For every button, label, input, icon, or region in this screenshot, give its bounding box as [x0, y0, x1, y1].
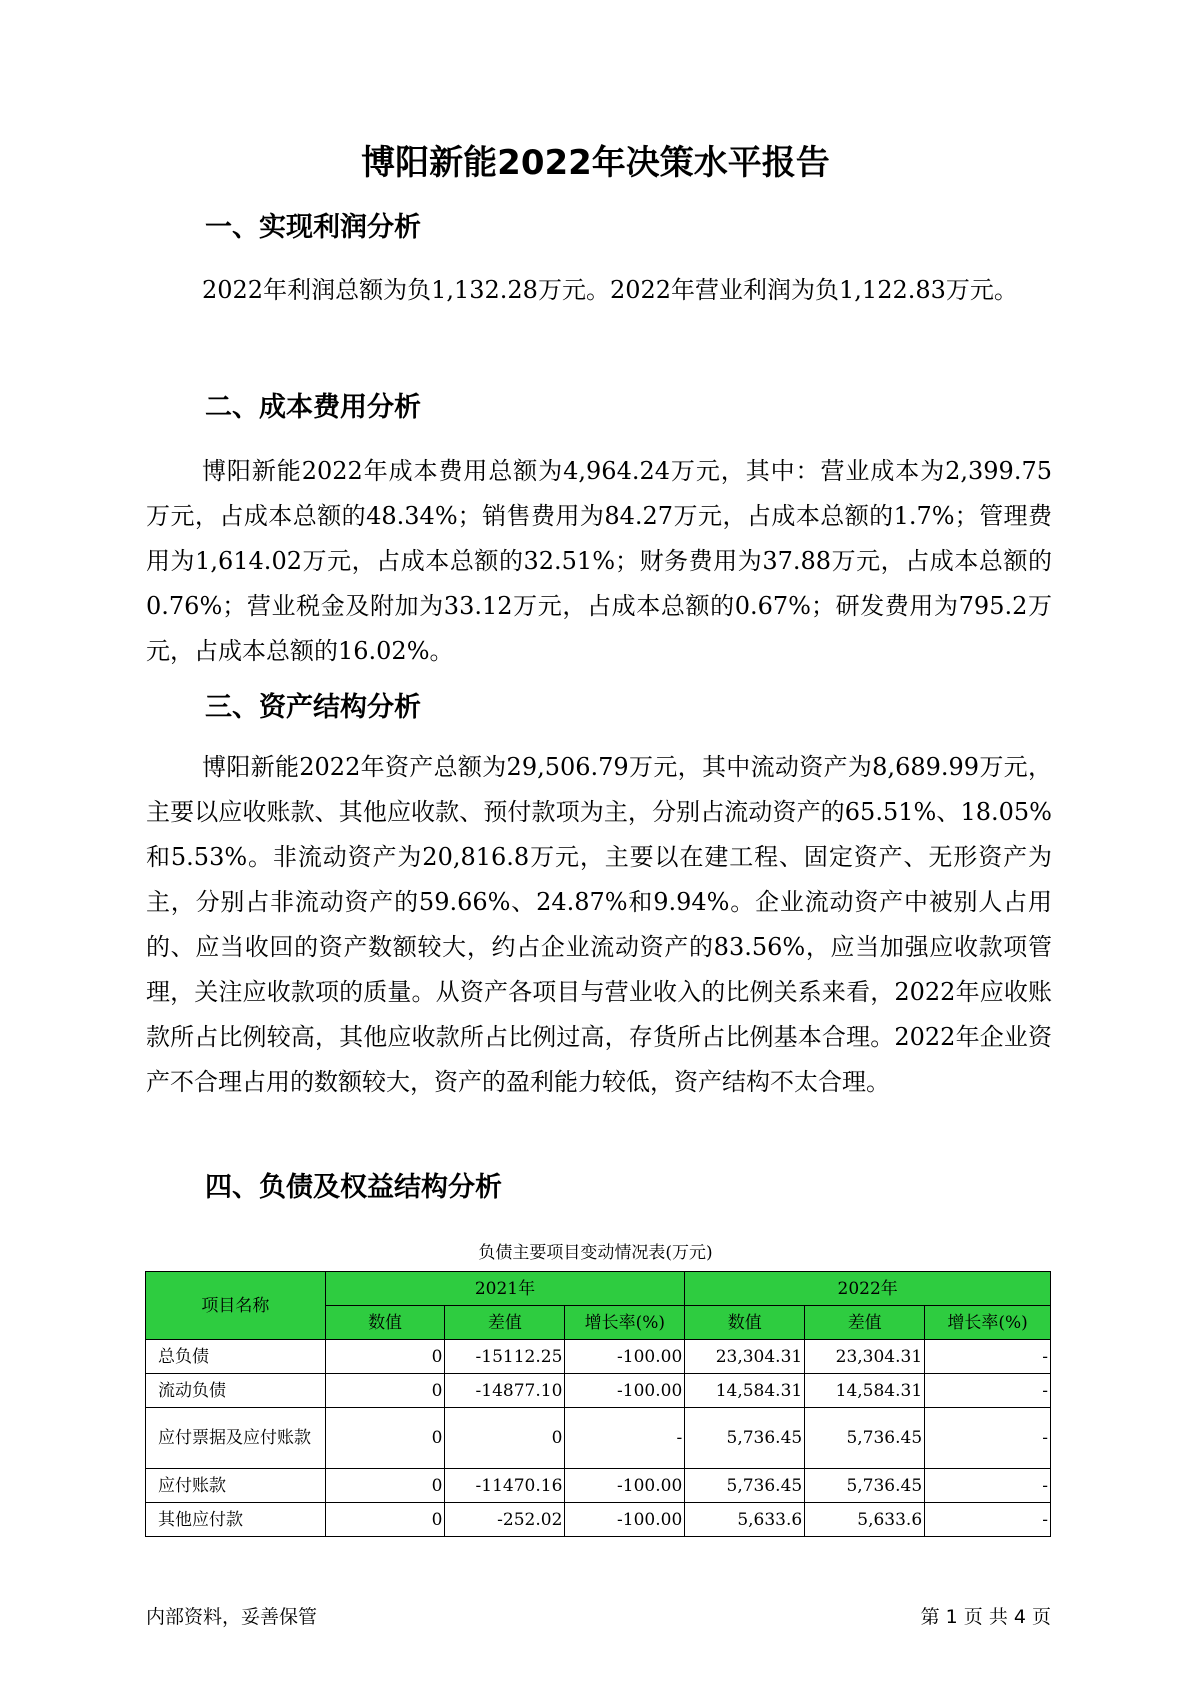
row-name: 其他应付款 — [146, 1503, 326, 1537]
table-row — [146, 1469, 1051, 1503]
cell: 0 — [325, 1469, 445, 1503]
cell: - — [925, 1374, 1051, 1408]
cell: 0 — [445, 1408, 565, 1469]
cell: 5,633.6 — [685, 1503, 805, 1537]
section-heading-liabilities: 四、负债及权益结构分析 — [205, 1172, 502, 1203]
cell: -14877.10 — [445, 1374, 565, 1408]
cell: -100.00 — [565, 1503, 685, 1537]
table-caption: 负债主要项目变动情况表(万元) — [478, 1243, 713, 1263]
cell: 5,736.45 — [685, 1408, 805, 1469]
subheader-growth: 增长率(%) — [925, 1306, 1051, 1340]
row-name: 总负债 — [146, 1340, 326, 1374]
row-name: 流动负债 — [146, 1374, 326, 1408]
page-title: 博阳新能2022年决策水平报告 — [361, 143, 830, 183]
cell: -100.00 — [565, 1374, 685, 1408]
section-paragraph-cost: 博阳新能2022年成本费用总额为4,964.24万元，其中：营业成本为2,399.75万元，占成本总额的48.34%；销售费用为84.27万元，占成本总额的1.7%；管理费用为1,614.02万元，占成本总额的32.51%；财务费用为37.88万元，占成本总额的0.76%；营业税金及附加为33.12万元，占成本总额的0.67%；研发费用为795.2万元，占成本总额的16.02%。 — [146, 457, 1052, 665]
footer-confidential-note: 内部资料，妥善保管 — [146, 1606, 318, 1628]
cell: 5,736.45 — [685, 1469, 805, 1503]
header-year-2022: 2022年 — [685, 1272, 1051, 1306]
cell: 23,304.31 — [805, 1340, 925, 1374]
cell: -15112.25 — [445, 1340, 565, 1374]
cell: 5,633.6 — [805, 1503, 925, 1537]
cell: 5,736.45 — [805, 1469, 925, 1503]
cell: 0 — [325, 1408, 445, 1469]
cell: -252.02 — [445, 1503, 565, 1537]
subheader-diff: 差值 — [445, 1306, 565, 1340]
section-heading-cost: 二、成本费用分析 — [205, 392, 421, 423]
table-row — [146, 1374, 1051, 1408]
header-item-name: 项目名称 — [146, 1272, 326, 1340]
cell: -100.00 — [565, 1469, 685, 1503]
cell: - — [925, 1408, 1051, 1469]
footer-page-number: 第 1 页 共 4 页 — [920, 1606, 1051, 1628]
cell: 0 — [325, 1340, 445, 1374]
cell: -11470.16 — [445, 1469, 565, 1503]
cell: 5,736.45 — [805, 1408, 925, 1469]
subheader-value: 数值 — [325, 1306, 445, 1340]
section-heading-assets: 三、资产结构分析 — [205, 692, 421, 723]
table-row — [146, 1503, 1051, 1537]
section-paragraph-assets: 博阳新能2022年资产总额为29,506.79万元，其中流动资产为8,689.99万元，主要以应收账款、其他应收款、预付款项为主，分别占流动资产的65.51%、18.05%和5.53%。非流动资产为20,816.8万元，主要以在建工程、固定资产、无形资产为主，分别占非流动资产的59.66%、24.87%和9.94%。企业流动资产中被别人占用的、应当收回的资产数额较大，约占企业流动资产的83.56%，应当加强应收款项管理，关注应收款项的质量。从资产各项目与营业收入的比例关系来看，2022年应收账款所占比例较高，其他应收款所占比例过高，存货所占比例基本合理。2022年企业资产不合理占用的数额较大，资产的盈利能力较低，资产结构不太合理。 — [146, 753, 1052, 1096]
cell: - — [925, 1469, 1051, 1503]
cell: - — [925, 1503, 1051, 1537]
subheader-growth: 增长率(%) — [565, 1306, 685, 1340]
row-name: 应付账款 — [146, 1469, 326, 1503]
header-year-2021: 2021年 — [325, 1272, 685, 1306]
cell: 0 — [325, 1503, 445, 1537]
table-row — [146, 1340, 1051, 1374]
cell: 23,304.31 — [685, 1340, 805, 1374]
cell: 14,584.31 — [685, 1374, 805, 1408]
row-name: 应付票据及应付账款 — [146, 1408, 326, 1469]
cell: 0 — [325, 1374, 445, 1408]
section-paragraph-profit: 2022年利润总额为负1,132.28万元。2022年营业利润为负1,122.83万元。 — [202, 276, 1018, 304]
liabilities-table — [145, 1271, 1051, 1537]
table-row — [146, 1408, 1051, 1469]
cell: -100.00 — [565, 1340, 685, 1374]
cell: 14,584.31 — [805, 1374, 925, 1408]
subheader-value: 数值 — [685, 1306, 805, 1340]
section-heading-profit: 一、实现利润分析 — [205, 212, 421, 243]
cell: - — [925, 1340, 1051, 1374]
cell: - — [565, 1408, 685, 1469]
subheader-diff: 差值 — [805, 1306, 925, 1340]
